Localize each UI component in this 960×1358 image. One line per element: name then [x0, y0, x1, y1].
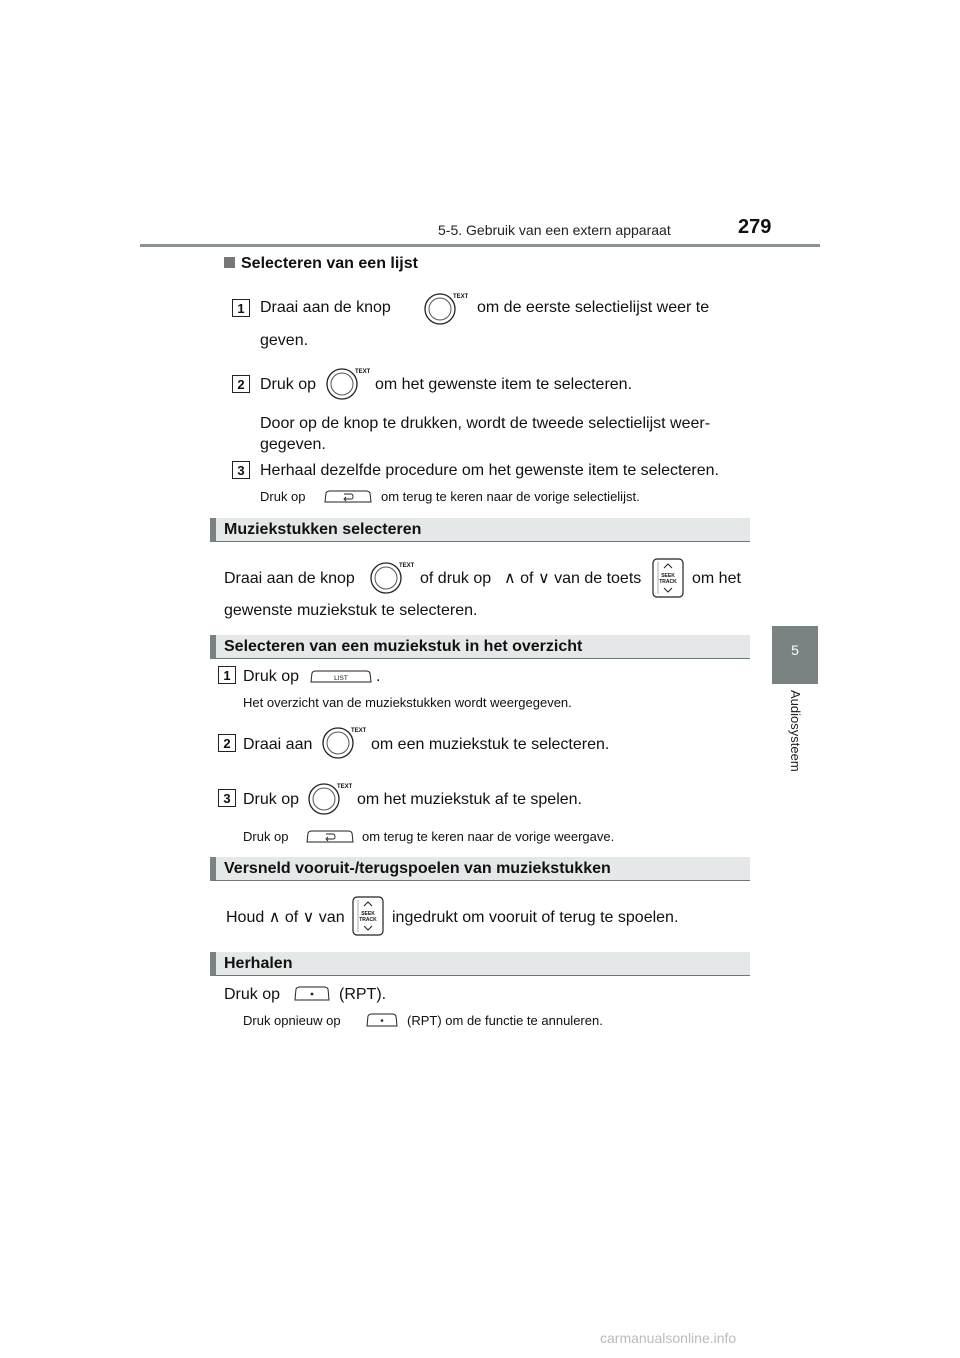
svg-text:TEXT: TEXT	[351, 728, 366, 734]
list-button-icon	[310, 670, 372, 689]
overview-step-1-text: Druk op	[243, 668, 300, 685]
svg-text:TRACK: TRACK	[359, 917, 377, 923]
step-1-text-end: om de eerste selectielijst weer te	[477, 299, 710, 316]
svg-text:SEEK: SEEK	[361, 911, 375, 917]
section-bar-fast: Versneld vooruit-/terugspoelen van muziekstukken	[210, 857, 750, 881]
step-3-text: Herhaal dezelfde procedure om het gewenste item te selecteren.	[260, 462, 719, 479]
overview-step-3-end: om het muziekstuk af te spelen.	[357, 791, 582, 808]
chapter-number: 5	[791, 642, 799, 658]
step-2-badge: 2	[218, 734, 236, 753]
note-text-start: Druk op	[260, 489, 306, 504]
rpt-preset-button-icon	[366, 1013, 398, 1033]
repeat-note-start: Druk opnieuw op	[243, 1013, 341, 1028]
section-title: 5-5. Gebruik van een extern apparaat	[438, 222, 671, 238]
step-1-badge: 1	[232, 299, 250, 318]
step-1-text-cont: geven.	[260, 332, 309, 349]
text-knob-icon	[308, 782, 352, 821]
step-2-text-start: Druk op	[260, 376, 317, 393]
tracks-text-b: of druk op	[420, 570, 492, 587]
subheading-list-select: Selecteren van een lijst	[224, 255, 418, 273]
overview-step-1-note: Het overzicht van de muziekstukken wordt weergegeven.	[243, 695, 572, 710]
repeat-note-end: (RPT) om de functie te annuleren.	[407, 1013, 603, 1028]
overview-note-end: om terug te keren naar de vorige weergave.	[362, 829, 615, 844]
step-2-text-end: om het gewenste item te selecteren.	[375, 376, 633, 393]
step-2-detail-cont: gegeven.	[260, 436, 326, 453]
repeat-text-a: Druk op	[224, 986, 281, 1003]
tracks-text-c: ∧ of ∨ van de toets	[504, 570, 642, 587]
seek-track-button-icon	[652, 558, 684, 603]
step-1-text-start: Draai aan de knop	[260, 299, 391, 316]
repeat-text-b: (RPT).	[339, 986, 387, 1003]
note-text-end: om terug te keren naar de vorige selectielijst.	[381, 489, 640, 504]
svg-text:TEXT: TEXT	[337, 784, 352, 790]
step-3-badge: 3	[232, 461, 250, 480]
svg-text:TRACK: TRACK	[659, 579, 677, 585]
svg-text:SEEK: SEEK	[661, 573, 675, 579]
back-button-icon	[324, 490, 372, 509]
section-bar-repeat: Herhalen	[210, 952, 750, 976]
page-number: 279	[738, 216, 772, 238]
fast-text-b: ingedrukt om vooruit of terug te spoelen.	[392, 909, 679, 926]
overview-step-2-end: om een muziekstuk te selecteren.	[371, 736, 610, 753]
svg-text:LIST: LIST	[334, 675, 348, 682]
svg-text:TEXT: TEXT	[355, 369, 370, 375]
section-bar-tracks: Muziekstukken selecteren	[210, 518, 750, 542]
rpt-preset-button-icon	[294, 986, 330, 1007]
text-knob-icon	[370, 561, 414, 600]
tracks-text-e: gewenste muziekstuk te selecteren.	[224, 602, 478, 619]
step-3-badge: 3	[218, 789, 236, 808]
step-1-badge: 1	[218, 666, 236, 685]
fast-text-a: Houd ∧ of ∨ van	[226, 909, 345, 926]
overview-step-2-start: Draai aan	[243, 736, 313, 753]
text-knob-icon	[424, 292, 468, 331]
tracks-text-a: Draai aan de knop	[224, 570, 355, 587]
square-bullet-icon	[224, 257, 235, 268]
step-2-badge: 2	[232, 375, 250, 394]
section-bar-overview: Selecteren van een muziekstuk in het overzicht	[210, 635, 750, 659]
step-2-detail: Door op de knop te drukken, wordt de tweede selectielijst weer-	[260, 415, 711, 432]
overview-note-start: Druk op	[243, 829, 289, 844]
svg-text:TEXT: TEXT	[453, 294, 468, 300]
text-knob-icon	[326, 367, 370, 406]
text-knob-icon	[322, 726, 366, 765]
tracks-text-d: om het	[692, 570, 741, 587]
svg-text:TEXT: TEXT	[399, 563, 414, 569]
overview-step-3-start: Druk op	[243, 791, 300, 808]
header-rule	[140, 244, 820, 247]
overview-step-1-period: .	[376, 668, 381, 685]
back-button-icon	[306, 830, 354, 849]
chapter-label: Audiosysteem	[788, 690, 803, 772]
watermark: carmanualsonline.info	[600, 1330, 737, 1346]
seek-track-button-icon	[352, 896, 384, 941]
